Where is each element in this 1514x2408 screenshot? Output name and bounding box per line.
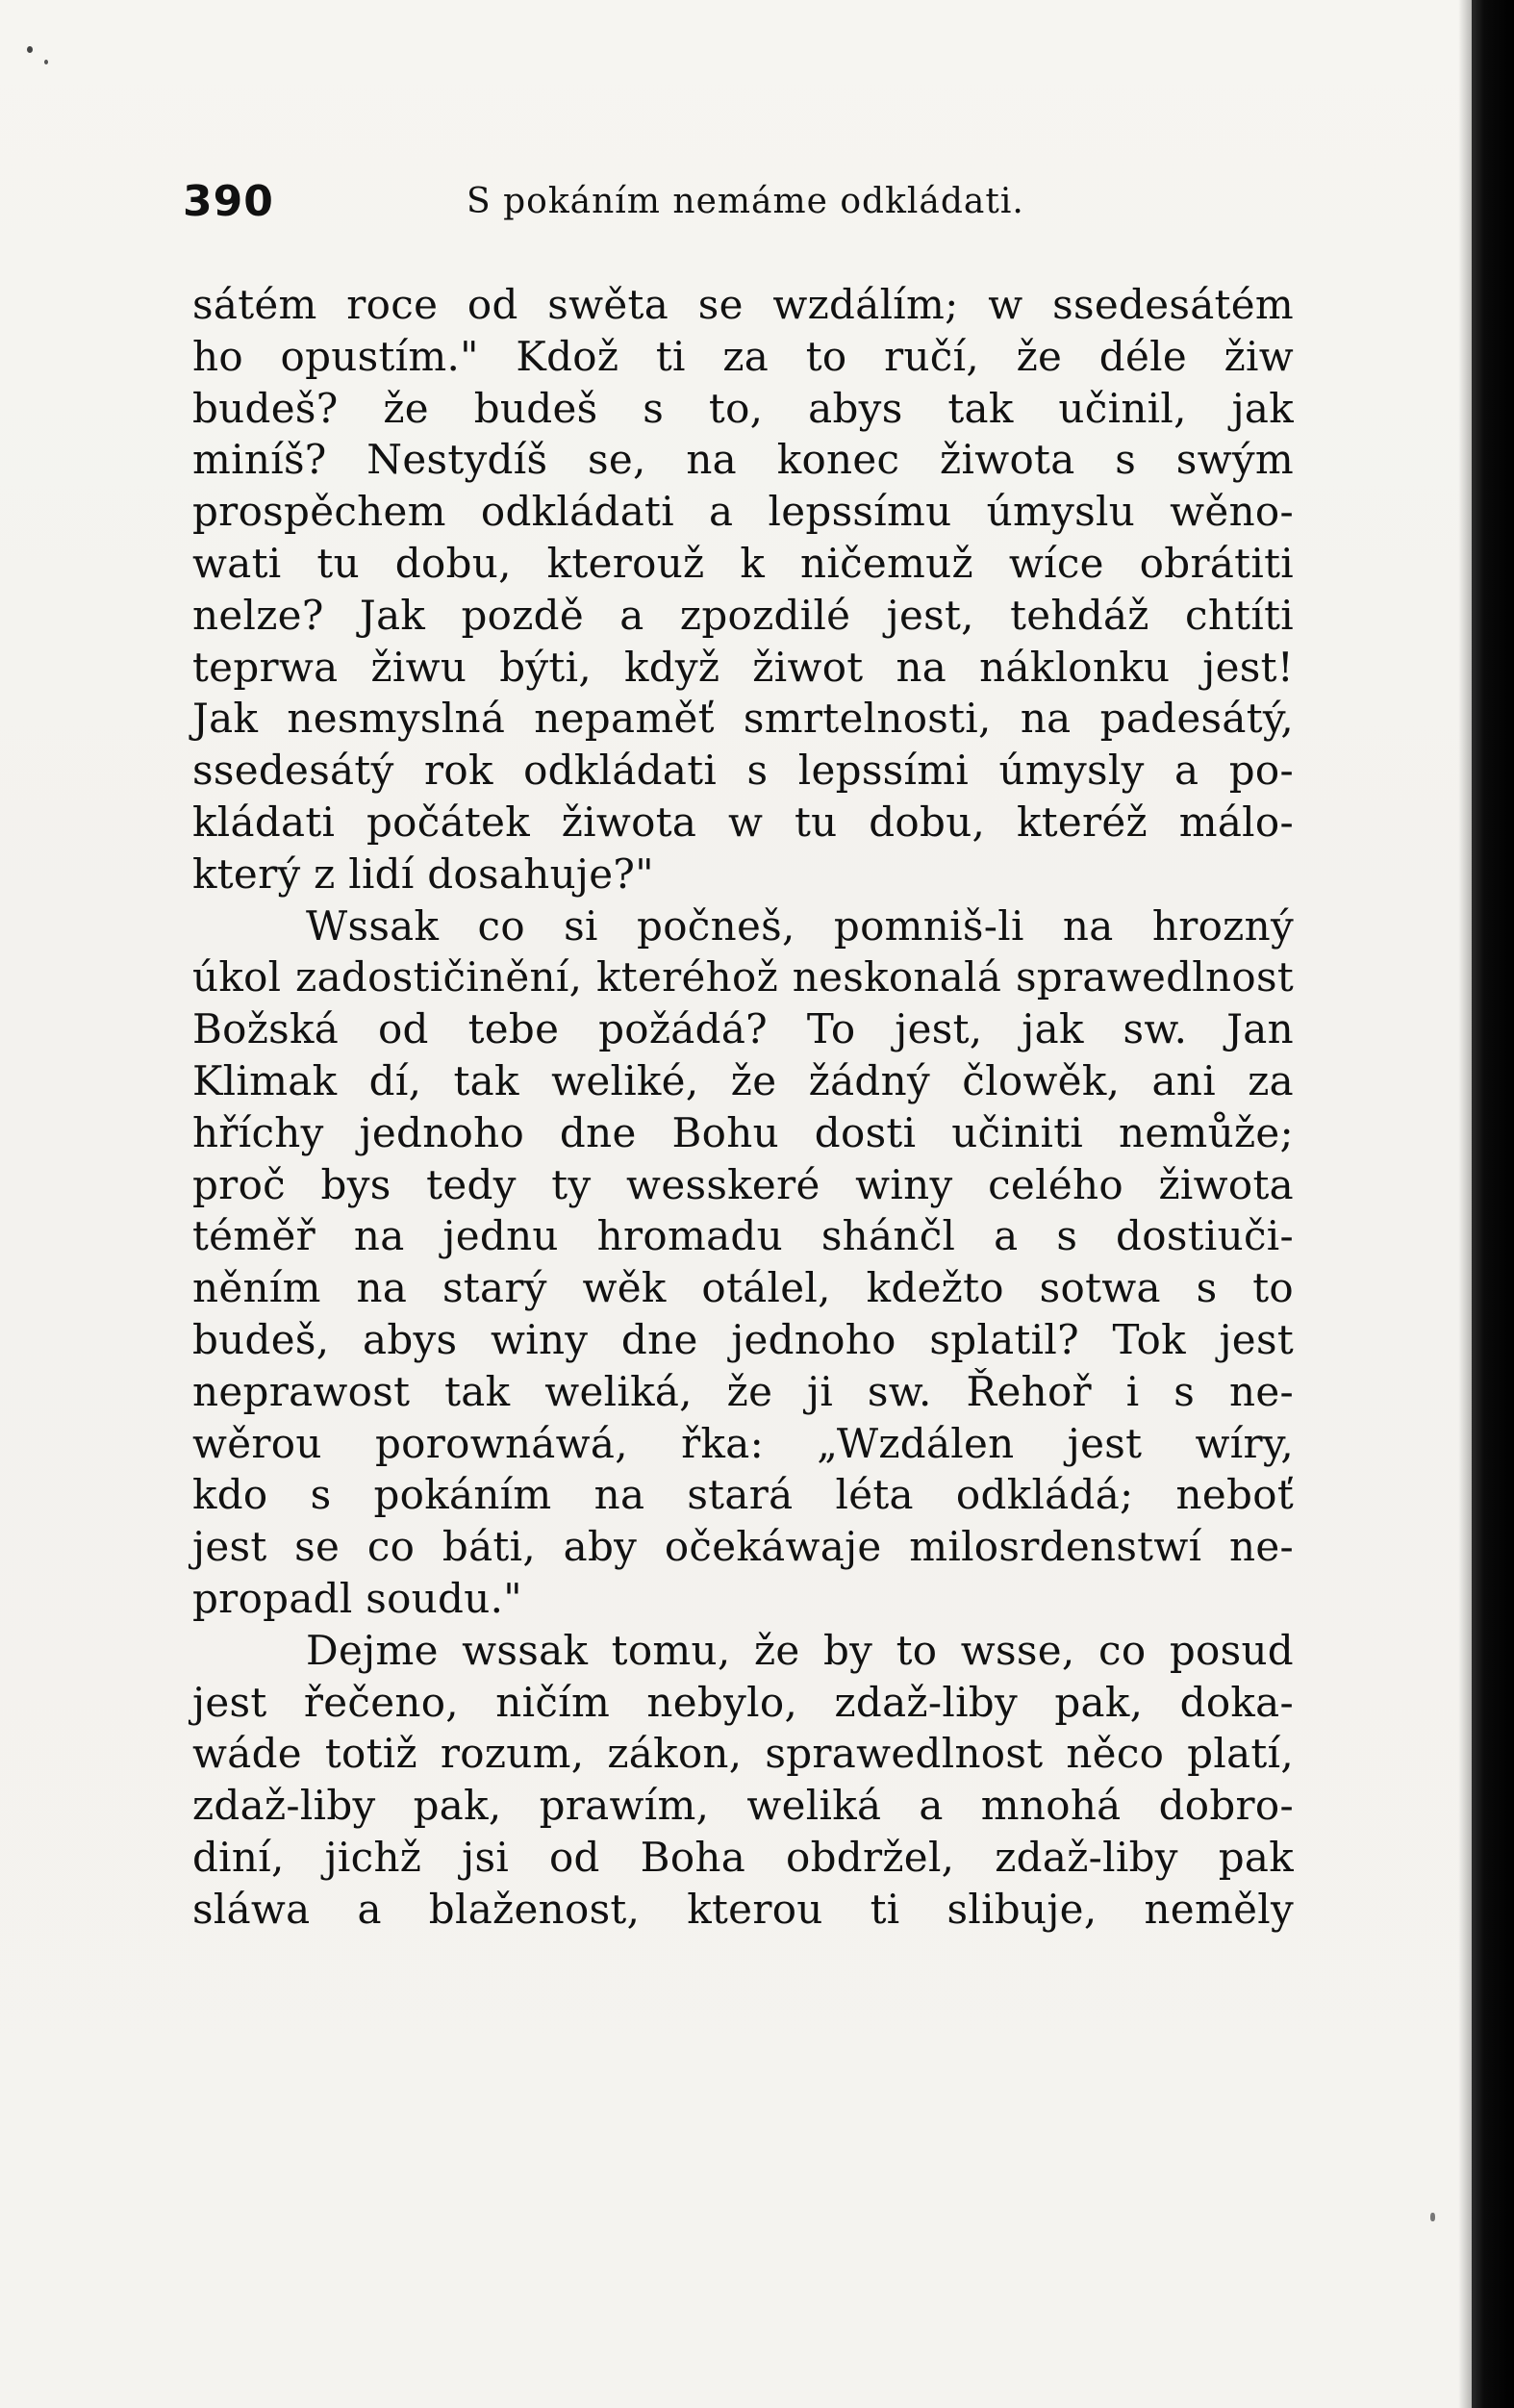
text-line: wěrou porownáwá, řka: „Wzdálen jest wíry, — [192, 1419, 1294, 1467]
book-binding-edge — [1472, 0, 1514, 2408]
text-line: propadl soudu." — [192, 1574, 522, 1622]
text-line: prospěchem odkládati a lepssímu úmyslu wěno- — [192, 488, 1294, 536]
text-line: neprawost tak weliká, že ji sw. Řehoř i s ne- — [192, 1367, 1294, 1415]
page-number: 390 — [183, 177, 274, 226]
running-head: S pokáním nemáme odkládati. — [467, 182, 1024, 221]
text-line: wáde totiž rozum, zákon, sprawedlnost něco platí, — [192, 1730, 1294, 1778]
text-line: Jak nesmyslná nepaměť smrtelnosti, na padesátý, — [192, 695, 1294, 743]
text-line: Božská od tebe požádá? To jest, jak sw. Jan — [192, 1005, 1294, 1053]
text-line: Wssak co si počneš, pomniš-li na hrozný — [306, 901, 1294, 950]
text-line: nelze? Jak pozdě a zpozdilé jest, tehdáž chtíti — [192, 591, 1294, 639]
text-line: diní, jichž jsi od Boha obdržel, zdaž-liby pak — [192, 1833, 1294, 1881]
text-line: hříchy jednoho dne Bohu dosti učiniti nemůže; — [192, 1108, 1294, 1156]
text-line: téměř na jednu hromadu shánčl a s dostiuči- — [192, 1212, 1294, 1260]
text-line: který z lidí dosahuje?" — [192, 849, 654, 898]
scan-speck — [27, 46, 33, 53]
text-line: proč bys tedy ty wesskeré winy celého žiwota — [192, 1160, 1294, 1208]
text-line: Dejme wssak tomu, že by to wsse, co posud — [306, 1626, 1294, 1674]
scan-speck — [44, 60, 48, 64]
text-line: něním na starý wěk otálel, kdežto sotwa s to — [192, 1264, 1294, 1312]
text-line: ssedesátý rok odkládati s lepssími úmysly a po- — [192, 747, 1294, 795]
body-text — [192, 279, 1294, 1936]
text-line: jest řečeno, ničím nebylo, zdaž-liby pak, doka- — [192, 1678, 1294, 1726]
text-line: kládati počátek žiwota w tu dobu, kteréž málo- — [192, 798, 1294, 846]
text-line: zdaž-liby pak, prawím, weliká a mnohá dobro- — [192, 1782, 1294, 1830]
text-line: jest se co báti, aby očekáwaje milosrdenstwí ne- — [192, 1523, 1294, 1571]
text-line: ho opustím." Kdož ti za to ručí, že déle žiw — [192, 332, 1294, 380]
text-line: Klimak dí, tak weliké, že žádný člowěk, ani za — [192, 1056, 1294, 1104]
page-shadow — [1458, 0, 1472, 2408]
text-line: miníš? Nestydíš se, na konec žiwota s swým — [192, 436, 1294, 484]
text-line: sláwa a blaženost, kterou ti slibuje, neměly — [192, 1885, 1294, 1933]
text-line: sátém roce od swěta se wzdálím; w ssedesátém — [192, 281, 1294, 328]
scan-speck — [1430, 2213, 1435, 2221]
text-line: úkol zadostičinění, kteréhož neskonalá sprawedlnost — [192, 953, 1294, 1001]
text-line: budeš? že budeš s to, abys tak učinil, jak — [192, 384, 1294, 432]
text-line: kdo s pokáním na stará léta odkládá; neboť — [192, 1471, 1294, 1519]
page-header — [183, 173, 1337, 231]
text-line: budeš, abys winy dne jednoho splatil? Tok jest — [192, 1315, 1294, 1363]
text-line: teprwa žiwu býti, když žiwot na náklonku jest! — [192, 643, 1294, 691]
text-line: wati tu dobu, kterouž k ničemuž wíce obrátiti — [192, 539, 1294, 587]
